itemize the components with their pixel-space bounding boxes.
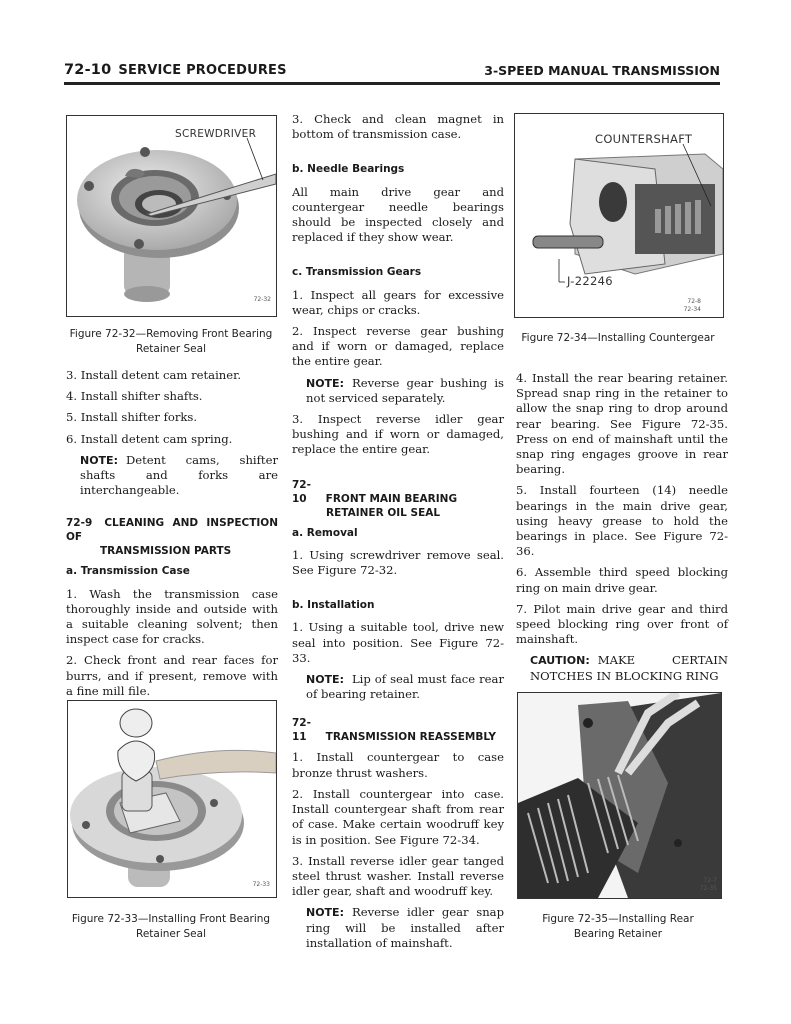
countershaft-callout: COUNTERSHAFT [595,132,693,146]
step: 1. Wash the transmission case thoroughly inside and outside with a suitable cleaning solvent; then inspect case for cracks. [66,586,278,647]
step: 3. Inspect reverse idler gear bushing and if worn or damaged, replace the entire gear. [292,412,504,457]
page-number: 72-10 [64,62,112,78]
section-number: 72-9 [66,517,93,530]
note [66,453,278,499]
figure-72-33 [67,700,277,898]
step: 4. Install the rear bearing retainer. Spread snap ring in the retainer to allow the snap ring to drop around rear bearing. See Figure 72-35. Press on end of mainshaft until the snap ring engages groove in rear bearing. [516,371,728,477]
screwdriver-callout: SCREWDRIVER [175,128,257,140]
step: 6. Assemble third speed blocking ring on main drive gear. [516,565,728,595]
header-rule [64,82,720,85]
section-title-cont: RETAINER OIL SEAL [326,506,441,519]
note [292,905,504,951]
rear-bearing-retainer-illustration [518,693,721,898]
page-header [64,62,720,84]
header-left [64,62,287,78]
section-title: FRONT MAIN BEARING [325,492,458,505]
note-text: Detent cams, shifter shafts and forks are interchangeable. [80,452,278,498]
column-2-text [292,112,504,957]
subheading: a. Removal [292,526,358,539]
section-number: 72-11 [292,717,311,744]
note-text: Reverse idler gear snap ring will be installed after installation of mainshaft. [306,905,504,950]
step: 2. Check front and rear faces for burrs, and if present, remove with a fine mill file. [66,653,278,698]
figure-caption-72-35 [512,912,724,942]
step: 2. Install countergear into case. Install countergear shaft from rear of case. Make certain woodruff key is in position. See Figure 72-34. [292,786,504,847]
step: 5. Install fourteen (14) needle bearings in the main drive gear, using heavy grease to hold the bearings in place. See Figure 72-36. [516,483,728,559]
chapter-title: 3-SPEED MANUAL TRANSMISSION [484,63,720,78]
note [292,672,504,702]
caption-line: Figure 72-32—Removing Front Bearing [69,328,273,340]
figure-caption-72-34 [512,331,724,346]
note [292,376,504,406]
figure-number [684,298,701,314]
caption-line: Figure 72-33—Installing Front Bearing [71,913,271,925]
caution [516,653,728,683]
figure-72-32 [66,115,277,317]
subheading: c. Transmission Gears [292,266,422,279]
figure-caption-72-32 [64,327,278,357]
subheading: b. Installation [292,599,375,612]
section-title-cont: TRANSMISSION PARTS [100,545,232,558]
section-heading-72-9 [66,516,278,558]
section-number: 72-10 [292,478,311,505]
note-text: Lip of seal must face rear of bearing retainer. [306,672,504,702]
note-label: NOTE: [306,376,344,390]
figure-number: 72-33 [252,881,270,888]
caption-line: Figure 72-35—Installing Rear [542,913,694,925]
figure-number: 72-32 [253,296,271,303]
hammer-seal-illustration [68,701,276,897]
note-label: NOTE: [306,673,344,687]
figure-caption-72-33 [64,912,278,942]
section-title: TRANSMISSION REASSEMBLY [325,731,496,744]
section-title: CLEANING AND INSPECTION OF [66,517,279,544]
step: 3. Install detent cam retainer. [66,368,242,382]
column-1-text [66,368,278,705]
section-title: SERVICE PROCEDURES [118,63,287,78]
column-3-text [516,371,728,690]
step: 1. Using screwdriver remove seal. See Figure 72-32. [292,547,504,578]
paragraph: All main drive gear and countergear needle bearings should be inspected closely and replaced if they show wear. [292,184,504,245]
step: 1. Install countergear to case bronze thrust washers. [292,750,504,780]
section-heading-72-11 [292,716,504,744]
caution-text: MAKE CERTAIN NOTCHES IN BLOCKING RING [530,653,728,683]
caption-line: Retainer Seal [136,343,206,355]
step: 4. Install shifter shafts. [66,389,203,404]
caption-line: Bearing Retainer [573,928,663,940]
tool-callout: J-22246 [567,274,613,288]
section-heading-72-10 [292,478,504,520]
step: 5. Install shifter forks. [66,410,198,425]
figure-number-line: 72-35 [699,885,717,892]
caption-line: Retainer Seal [136,928,206,940]
step: 1. Inspect all gears for excessive wear, chips or cracks. [292,287,504,317]
step: 3. Install reverse idler gear tanged steel thrust washer. Install reverse idler gear, shaft and woodruff key. [292,853,504,899]
figure-72-34 [514,113,724,318]
note-text: Reverse gear bushing is not serviced separately. [306,375,504,405]
figure-number-line: 72-7 [703,877,717,884]
note-label: NOTE: [306,906,344,920]
note-label: NOTE: [80,453,118,467]
figure-72-35 [517,692,722,899]
step: 1. Using a suitable tool, drive new seal into position. See Figure 72-33. [292,620,504,665]
figure-number-line: 72-34 [683,306,701,313]
step: 7. Pilot main drive gear and third speed blocking ring over front of mainshaft. [516,601,728,647]
figure-number-line: 72-8 [687,298,701,305]
figure-number [700,877,717,893]
step: 2. Inspect reverse gear bushing and if worn or damaged, replace the entire gear. [292,324,504,369]
caption-line: Figure 72-34—Installing Countergear [521,332,715,344]
bearing-retainer-illustration [67,116,276,316]
step: 3. Check and clean magnet in bottom of transmission case. [292,112,504,142]
caution-label: CAUTION: [530,654,590,668]
step: 6. Install detent cam spring. [66,431,233,446]
subheading: b. Needle Bearings [292,163,405,176]
subheading: a. Transmission Case [66,565,190,578]
